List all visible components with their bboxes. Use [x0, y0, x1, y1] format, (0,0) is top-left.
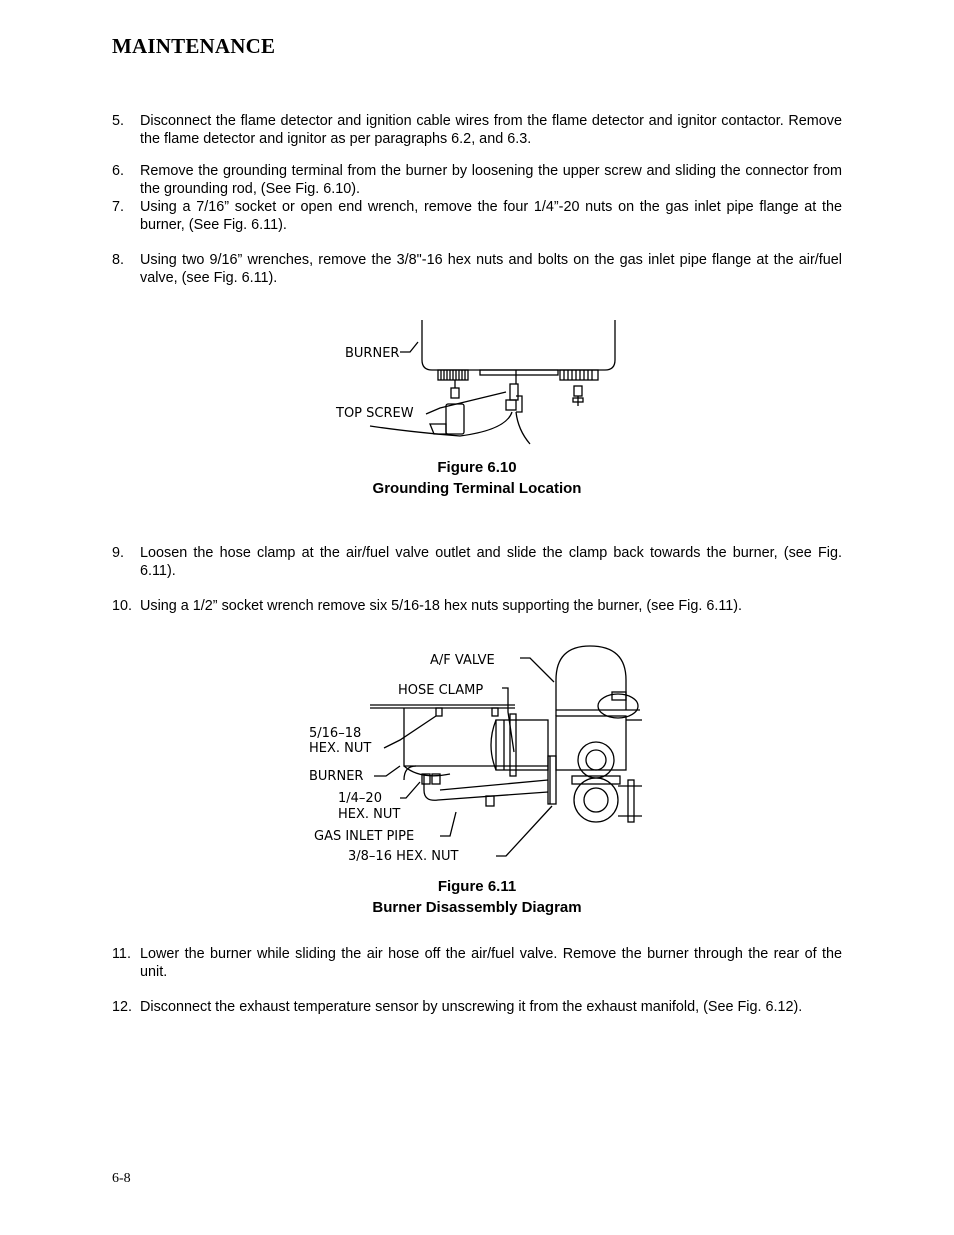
step-text: Using two 9/16” wrenches, remove the 3/8"-16 hex nuts and bolts on the gas inlet pipe flange at the air/fuel valve, (see Fig. 6.11).	[140, 252, 842, 286]
section-header: MAINTENANCE	[112, 34, 276, 58]
step-number: 9.	[112, 545, 125, 561]
step-text: Using a 1/2” socket wrench remove six 5/16-18 hex nuts supporting the burner, (see Fig. 6.11).	[140, 598, 743, 614]
label-hose-clamp: HOSE CLAMP	[398, 683, 484, 698]
step-text: Loosen the hose clamp at the air/fuel valve outlet and slide the clamp back towards the burner, (see Fig. 6.11).	[140, 545, 842, 579]
step-number: 8.	[112, 252, 125, 268]
step-number: 11.	[112, 946, 131, 962]
step-number: 5.	[112, 113, 125, 129]
label-burner: BURNER	[345, 346, 400, 361]
step-text: Disconnect the exhaust temperature sensor by unscrewing it from the exhaust manifold, (See Fig. 6.12).	[140, 999, 803, 1015]
step-number: 10.	[112, 598, 133, 614]
label-nut-1-4-line2: HEX. NUT	[338, 807, 401, 822]
label-nut-3-8: 3/8–16 HEX. NUT	[348, 849, 459, 864]
figure-6-11-caption-number: Figure 6.11	[437, 878, 517, 895]
figure-6-10-caption-number: Figure 6.10	[437, 459, 517, 476]
label-nut-1-4-line1: 1/4–20	[338, 791, 382, 806]
figure-6-11-drawing	[300, 640, 650, 870]
ground-wire	[516, 412, 530, 444]
label-af-valve: A/F VALVE	[430, 653, 495, 668]
burner-body	[422, 320, 615, 370]
step-number: 7.	[112, 199, 125, 215]
step-number: 12.	[112, 999, 133, 1015]
label-gas-inlet-pipe: GAS INLET PIPE	[314, 829, 415, 844]
page-number: 6-8	[112, 1171, 131, 1186]
figure-6-11-caption-title: Burner Disassembly Diagram	[372, 899, 582, 916]
step-text: Using a 7/16” socket or open end wrench, remove the four 1/4”-20 nuts on the gas inlet pipe flange at the burner, (See Fig. 6.11).	[140, 199, 842, 233]
label-top-screw: TOP SCREW	[336, 406, 414, 421]
step-text: Disconnect the flame detector and ignition cable wires from the flame detector and ignitor contactor. Remove the flame detector and ignitor as per paragraphs 6.2, and 6.3.	[140, 113, 842, 147]
step-text: Lower the burner while sliding the air hose off the air/fuel valve. Remove the burner through the rear of the unit.	[140, 946, 842, 980]
step-text: Remove the grounding terminal from the burner by loosening the upper screw and sliding the connector from the grounding rod, (See Fig. 6.10).	[140, 163, 842, 197]
label-burner: BURNER	[309, 769, 364, 784]
figure-6-10-caption-title: Grounding Terminal Location	[372, 480, 582, 497]
label-nut-5-16-line2: HEX. NUT	[309, 741, 372, 756]
step-number: 6.	[112, 163, 125, 179]
figure-6-10-drawing	[330, 312, 630, 452]
af-valve	[556, 646, 626, 716]
label-nut-5-16-line1: 5/16–18	[309, 726, 362, 741]
burner-body	[404, 708, 548, 766]
